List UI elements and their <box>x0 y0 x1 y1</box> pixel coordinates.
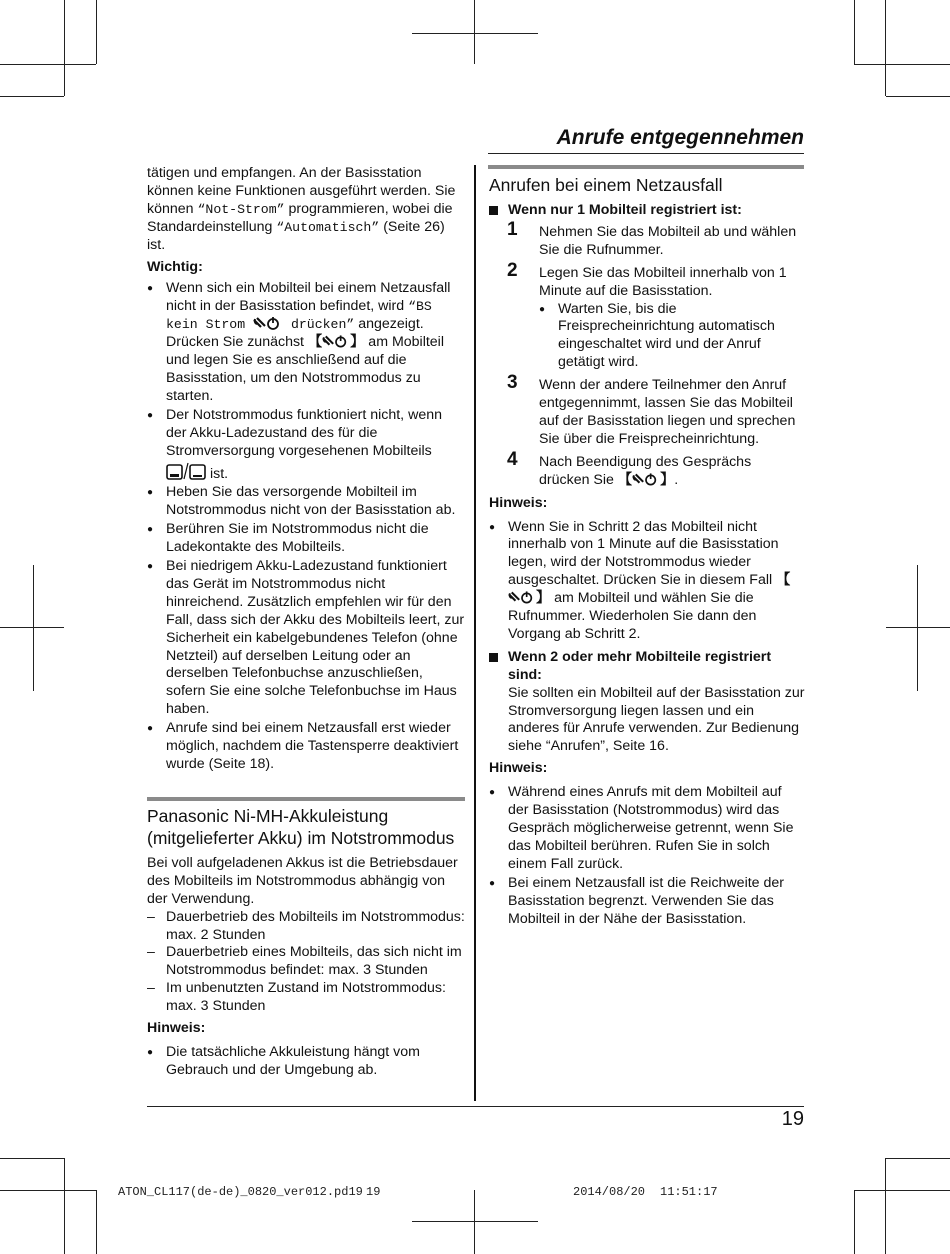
section-bar <box>147 797 465 801</box>
step-text: Nehmen Sie das Mobilteil ab und wählen Sie die Rufnummer. <box>539 223 797 258</box>
power-key-icon: 【 】 <box>617 471 675 488</box>
crop-mark <box>854 0 855 64</box>
hinweis-label: Hinweis: <box>489 760 548 777</box>
list-item <box>147 280 465 405</box>
dash-item: – Dauerbetrieb des Mobilteils im Notstrommodus: max. 2 Stunden <box>147 909 465 945</box>
step-number: 2 <box>507 259 518 281</box>
page-header-title: Anrufe entgegennehmen <box>556 126 804 149</box>
wichtig-label: Wichtig: <box>147 258 203 275</box>
battery-low-icon <box>166 461 206 481</box>
crop-mark <box>0 96 64 97</box>
crop-mark <box>854 64 950 65</box>
intro-paragraph <box>147 165 465 255</box>
print-slug-page: 19 <box>366 1185 381 1199</box>
print-slug-time: 11:51:17 <box>660 1185 718 1199</box>
step-item <box>489 372 805 449</box>
section-title-netzausfall: Anrufen bei einem Netzausfall <box>489 175 723 195</box>
menu-automatisch: “Automatisch” <box>276 219 380 235</box>
column-divider <box>474 165 476 1101</box>
step-number: 3 <box>507 372 518 394</box>
print-slug-date: 2014/08/20 <box>573 1185 646 1199</box>
intro-text-3: (Seite 26) ist. <box>147 218 445 253</box>
bullet-text: Der Notstrommodus funktioniert nicht, wenn der Akku-Ladezustand des für die Stromversorgung vorgesehenen Mobilteils <box>166 406 442 459</box>
list-item: ● Bei einem Netzausfall ist die Reichweite der Basisstation begrenzt. Verwenden Sie das Mobilteil in der Nähe der Basisstation. <box>489 875 805 929</box>
crop-mark <box>64 0 65 96</box>
step-text: Legen Sie das Mobilteil innerhalb von 1 Minute auf die Basisstation. <box>539 264 787 299</box>
step-text: Wenn der andere Teilnehmer den Anruf entgegennimmt, lassen Sie das Mobilteil auf der Basisstation liegen und sprechen Sie über die Freisprecheinrichtung. <box>539 377 796 447</box>
menu-not-strom: “Not-Strom” <box>197 201 285 217</box>
hinweis-label: Hinweis: <box>489 494 548 511</box>
condition-heading: Wenn nur 1 Mobilteil registriert ist: <box>489 202 805 220</box>
section-intro: Bei voll aufgeladenen Akkus ist die Betriebsdauer des Mobilteils im Notstrommodus abhängig von der Verwendung. <box>147 854 458 907</box>
crop-mark <box>886 627 950 628</box>
crop-mark <box>0 627 64 628</box>
page-number: 19 <box>781 1108 804 1130</box>
list-item: ● Die tatsächliche Akkuleistung hängt vom Gebrauch und der Umgebung ab. <box>147 1044 465 1080</box>
crop-mark <box>64 1158 65 1254</box>
crop-mark <box>886 1158 950 1159</box>
list-item: ● Anrufe sind bei einem Netzausfall erst wieder möglich, nachdem die Tastensperre deaktiviert wurde (Seite 18). <box>147 720 465 774</box>
bullet-text-2: angezeigt. Drücken Sie zunächst <box>166 316 424 351</box>
crop-mark <box>917 565 918 691</box>
intro-text-2: programmieren, wobei die Standardeinstellung <box>147 200 453 235</box>
crop-mark <box>412 33 538 34</box>
bullet-text: Wenn Sie in Schritt 2 das Mobilteil nicht innerhalb von 1 Minute auf die Basisstation legen, wird der Notstrommodus wieder ausgeschaltet. Drücken Sie in diesem Fall <box>508 518 779 589</box>
step-text: Nach Beendigung des Gesprächs drücken Sie <box>539 453 752 488</box>
crop-mark <box>96 1190 97 1254</box>
step-number: 1 <box>507 218 518 240</box>
section-title-akku: Panasonic Ni-MH-Akkuleistung (mitgelieferter Akku) im Notstrommodus <box>147 805 455 848</box>
condition-body: Sie sollten ein Mobilteil auf der Basisstation zur Stromversorgung liegen lassen und ein anderes für Anrufe verwenden. Zur Bedienung siehe “Anrufen”, Seite 16. <box>508 684 805 755</box>
crop-mark <box>885 0 886 96</box>
power-key-icon: 【 】 <box>307 334 365 351</box>
crop-mark <box>854 1190 950 1191</box>
crop-mark <box>33 565 34 691</box>
step-item <box>489 218 805 260</box>
crop-mark <box>412 1221 538 1222</box>
dash-item: – Dauerbetrieb eines Mobilteils, das sich nicht im Notstrommodus befindet: max. 3 Stunden <box>147 944 465 980</box>
intro-text-1: tätigen und empfangen. An der Basisstation können keine Funktionen ausgeführt werden. Sie können <box>147 165 456 217</box>
bullet-text: Wenn sich ein Mobilteil bei einem Netzausfall nicht in der Basisstation befindet, wird <box>166 280 451 315</box>
display-text: “BS kein Strom <box>166 299 432 333</box>
list-item <box>147 407 465 484</box>
dash-item: – Im unbenutzten Zustand im Notstrommodus: max. 3 Stunden <box>147 980 465 1016</box>
condition-heading: Wenn 2 oder mehr Mobilteile registriert sind: <box>489 649 805 685</box>
crop-mark <box>854 1190 855 1254</box>
list-item: ● Heben Sie das versorgende Mobilteil im Notstrommodus nicht von der Basisstation ab. <box>147 484 465 520</box>
left-column <box>147 165 465 1081</box>
footer-rule <box>147 1106 804 1107</box>
crop-mark <box>0 1190 96 1191</box>
list-item: ● Während eines Anrufs mit dem Mobilteil auf der Basisstation (Notstrommodus) wird das Gespräch möglicherweise getrennt, wenn Sie das Mobilteil berühren. Rufen Sie in solch einem Fall zurück. <box>489 784 805 874</box>
section-bar-right <box>488 165 804 169</box>
hinweis-label: Hinweis: <box>147 1020 206 1037</box>
bullet-text-2: am Mobilteil und wählen Sie die Rufnummer. Wiederholen Sie dann den Vorgang ab Schritt 2. <box>508 590 757 642</box>
right-column <box>489 170 805 929</box>
list-item: ● Berühren Sie im Notstrommodus nicht die Ladekontakte des Mobilteils. <box>147 521 465 557</box>
crop-mark <box>474 0 475 64</box>
step-item <box>489 259 805 372</box>
crop-mark <box>474 1190 475 1254</box>
step-sub-bullet: ● Warten Sie, bis die Freisprecheinrichtung automatisch eingeschaltet wird und der Anruf getätigt wird. <box>539 301 805 373</box>
power-handset-icon <box>253 316 283 331</box>
step-item: 4 Nach Beendigung des Gesprächs drücken Sie 【 】. <box>507 448 752 488</box>
step-number: 4 <box>507 448 518 470</box>
print-slug-file: ATON_CL117(de-de)_0820_ver012.pd19 <box>118 1185 363 1199</box>
display-text-2: drücken” <box>283 317 355 333</box>
list-item <box>489 519 805 644</box>
crop-mark <box>886 96 950 97</box>
crop-mark <box>96 0 97 64</box>
crop-mark <box>885 1158 886 1254</box>
crop-mark <box>0 1158 64 1159</box>
bullet-text-3: am Mobilteil und legen Sie es anschließend auf die Basisstation, um den Notstrommodus zu starten. <box>166 334 444 404</box>
crop-mark <box>0 64 96 65</box>
bullet-text-2: ist. <box>206 465 229 482</box>
power-key-icon: 【】 <box>508 572 790 606</box>
list-item: ● Bei niedrigem Akku-Ladezustand funktioniert das Gerät im Notstrommodus nicht hinreichend. Zusätzlich empfehlen wir für den Fall, dass sich der Akku des Mobilteils leert, zur Sicherheit ein kabelgebundenes Telefon (ohne Netzteil) auf derselben Leitung oder an derselben Telefonbuchse anzuschließen, sofern Sie eine solche Telefonbuchse im Haus haben. <box>147 558 465 719</box>
header-rule <box>488 153 804 154</box>
